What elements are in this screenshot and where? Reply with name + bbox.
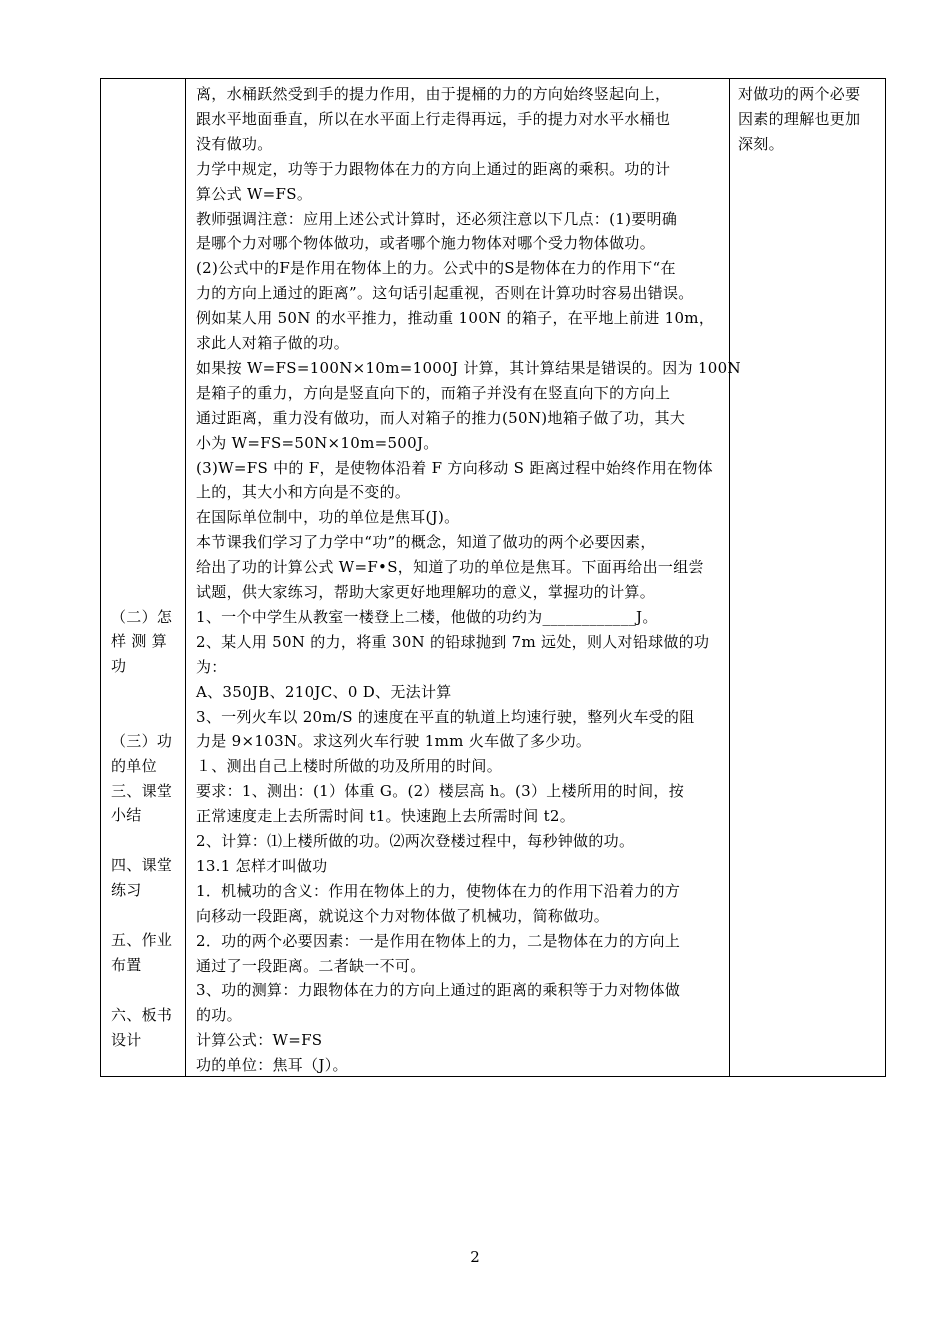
- content-line: 正常速度走上去所需时间 t1。快速跑上去所需时间 t2。: [196, 807, 576, 826]
- content-line: 2．功的两个必要因素：一是作用在物体上的力，二是物体在力的方向上: [196, 931, 681, 950]
- section-heading: 练习: [111, 881, 142, 899]
- content-line: 算公式 W=FS。: [196, 184, 313, 203]
- content-line: 小为 W=FS=50N×10m=500J。: [196, 433, 439, 452]
- section-heading: （三）功: [111, 732, 173, 750]
- content-line: 力学中规定，功等于力跟物体在力的方向上通过的距离的乘积。功的计: [196, 159, 671, 178]
- note-line: 对做功的两个必要: [738, 85, 861, 103]
- content-line: 13.1 怎样才叫做功: [196, 856, 328, 875]
- section-heading: 六、板书: [111, 1006, 173, 1024]
- content-line: (3)W=FS 中的 F，是使物体沿着 F 方向移动 S 距离过程中始终作用在物体: [196, 458, 713, 477]
- content-line: 1、一个中学生从教室一楼登上二楼，他做的功约为____________J。: [196, 607, 658, 626]
- content-line: 通过了一段距离。二者缺一不可。: [196, 956, 426, 975]
- section-heading: 的单位: [111, 757, 157, 775]
- content-line: 2、某人用 50N 的力，将重 30N 的铅球抛到 7m 远处，则人对铅球做的功: [196, 632, 710, 651]
- content-line: 是箱子的重力，方向是竖直向下的，而箱子并没有在竖直向下的方向上: [196, 383, 671, 402]
- lesson-table: [100, 78, 886, 1077]
- content-line: 试题，供大家练习，帮助大家更好地理解功的意义，掌握功的计算。: [196, 583, 656, 601]
- section-headings-column: [101, 79, 185, 1076]
- section-heading: 样 测 算: [111, 632, 168, 650]
- section-heading: （二）怎: [111, 608, 173, 626]
- content-line: 的功。: [196, 1006, 242, 1025]
- content-line: 2、计算：⑴上楼所做的功。⑵两次登楼过程中，每秒钟做的功。: [196, 832, 635, 850]
- section-heading: 功: [111, 657, 127, 675]
- content-line: (2)公式中的F是作用在物体上的力。公式中的S是物体在力的作用下“在: [196, 259, 676, 278]
- content-line: 向移动一段距离，就说这个力对物体做了机械功，简称做功。: [196, 906, 610, 925]
- content-line: 本节课我们学习了力学中“功”的概念，知道了做功的两个必要因素，: [196, 533, 656, 552]
- content-line: １、测出自己上楼时所做的功及所用的时间。: [196, 757, 503, 776]
- section-heading: 小结: [111, 806, 142, 824]
- content-line: 没有做功。: [196, 134, 273, 153]
- section-heading: 布置: [111, 956, 142, 974]
- content-line: 1．机械功的含义：作用在物体上的力，使物体在力的作用下沿着力的方: [196, 881, 681, 900]
- content-line: 跟水平地面垂直，所以在水平面上行走得再远，手的提力对水平水桶也: [196, 109, 671, 128]
- content-line: 如果按 W=FS=100N×10m=1000J 计算，其计算结果是错误的。因为 100N: [196, 358, 741, 377]
- content-line: 力的方向上通过的距离”。这句话引起重视，否则在计算功时容易出错误。: [196, 284, 694, 303]
- content-line: 在国际单位制中，功的单位是焦耳(J)。: [196, 508, 460, 527]
- section-heading: 五、作业: [111, 931, 173, 949]
- note-line: 因素的理解也更加: [738, 110, 861, 128]
- content-line: 上的，其大小和方向是不变的。: [196, 483, 411, 502]
- content-line: 计算公式：W=FS: [196, 1031, 323, 1050]
- content-line: 3、功的测算：力跟物体在力的方向上通过的距离的乘积等于力对物体做: [196, 981, 681, 1000]
- content-line: 是哪个力对哪个物体做功，或者哪个施力物体对哪个受力物体做功。: [196, 234, 656, 253]
- content-line: 力是 9×103N。求这列火车行驶 1mm 火车做了多少功。: [196, 732, 592, 751]
- content-line: 要求：1、测出：(1）体重 G。(2）楼层高 h。(3）上楼所用的时间，按: [196, 782, 685, 801]
- content-line: 求此人对箱子做的功。: [196, 334, 350, 352]
- note-line: 深刻。: [738, 135, 784, 153]
- page-number: 2: [470, 1248, 480, 1266]
- section-heading: 四、课堂: [111, 856, 173, 874]
- design-notes-column: [730, 79, 886, 1076]
- content-line: 3、一列火车以 20m/S 的速度在平直的轨道上均速行驶，整列火车受的阻: [196, 707, 695, 726]
- content-line: 离，水桶跃然受到手的提力作用，由于提桶的力的方向始终竖起向上，: [196, 85, 671, 103]
- content-line: 为：: [196, 657, 227, 676]
- section-heading: 三、课堂: [111, 782, 173, 800]
- content-line: 功的单位：焦耳（J）。: [196, 1056, 348, 1075]
- content-line: 教师强调注意：应用上述公式计算时，还必须注意以下几点：(1)要明确: [196, 209, 678, 228]
- section-heading: 设计: [111, 1031, 142, 1049]
- content-line: A、350JB、210JC、0 D、无法计算: [196, 682, 452, 701]
- content-line: 例如某人用 50N 的水平推力，推动重 100N 的箱子，在平地上前进 10m，: [196, 309, 715, 328]
- content-line: 给出了功的计算公式 W=F•S，知道了功的单位是焦耳。下面再给出一组尝: [196, 558, 704, 577]
- content-line: 通过距离，重力没有做功，而人对箱子的推力(50N)地箱子做了功，其大: [196, 408, 686, 427]
- lesson-content-column: [186, 79, 741, 1076]
